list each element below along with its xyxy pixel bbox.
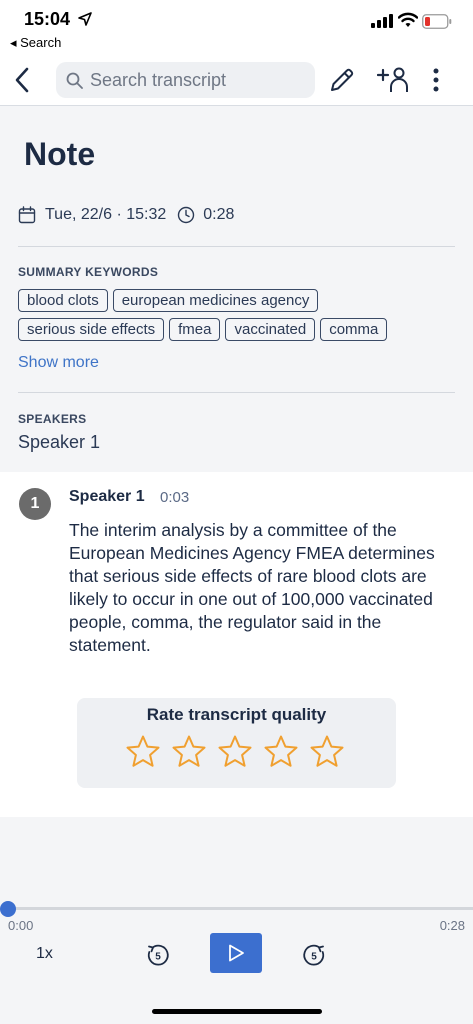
add-speaker-icon[interactable]: [377, 66, 409, 94]
keyword-chip[interactable]: serious side effects: [18, 318, 164, 341]
rewind-5-icon[interactable]: [146, 943, 170, 967]
show-more-link[interactable]: Show more: [18, 354, 99, 371]
play-button[interactable]: [210, 933, 262, 973]
keyword-chip[interactable]: vaccinated: [225, 318, 315, 341]
keyword-chips: [18, 289, 458, 341]
more-options-icon[interactable]: [430, 67, 442, 93]
keyword-chip[interactable]: comma: [320, 318, 387, 341]
note-date: Tue, 22/6 · 15:32: [45, 206, 167, 223]
star-icon[interactable]: [263, 734, 299, 770]
playback-progress-track[interactable]: [8, 907, 473, 910]
note-duration: 0:28: [203, 206, 235, 223]
battery-icon: [422, 14, 452, 29]
top-navigation-bar: [0, 54, 473, 106]
playback-scrubber[interactable]: [0, 901, 16, 917]
home-indicator: [152, 1009, 322, 1014]
status-time: 15:04: [24, 9, 71, 29]
back-chevron-icon[interactable]: [12, 66, 32, 94]
speaker-list-item[interactable]: Speaker 1: [18, 432, 101, 452]
segment-text[interactable]: The interim analysis by a committee of the European Medicines Agency FMEA determines that serious side effects of rare blood clots are likely to occur in one out of 100,000 vaccinated people, comma, the regulator said in the statement.: [69, 520, 435, 655]
keyword-chip[interactable]: blood clots: [18, 289, 108, 312]
edit-pencil-icon[interactable]: [328, 66, 356, 94]
divider: [18, 246, 455, 247]
play-icon: [226, 943, 246, 963]
segment-speaker-name[interactable]: Speaker 1: [69, 488, 145, 505]
forward-seconds-label: 5: [311, 951, 317, 963]
forward-5-icon[interactable]: [302, 943, 326, 967]
star-icon[interactable]: [217, 734, 253, 770]
rewind-seconds-label: 5: [155, 951, 161, 963]
status-bar: [0, 0, 473, 54]
location-arrow-icon: [78, 12, 92, 26]
clock-icon: [177, 206, 195, 224]
cellular-signal-icon: [371, 14, 395, 28]
wifi-icon: [398, 12, 418, 28]
divider: [18, 392, 455, 393]
rate-quality-title: Rate transcript quality: [146, 705, 327, 724]
search-bar[interactable]: [56, 62, 315, 98]
summary-keywords-label: SUMMARY KEYWORDS: [18, 265, 159, 279]
rating-stars: [125, 734, 345, 770]
page-title: Note: [24, 136, 96, 172]
elapsed-time: 0:00: [8, 918, 34, 933]
search-transcript-input[interactable]: [90, 62, 310, 98]
segment-timestamp[interactable]: 0:03: [160, 489, 190, 506]
star-icon[interactable]: [125, 734, 161, 770]
search-icon: [66, 72, 83, 89]
rate-quality-card: [77, 698, 396, 788]
star-icon[interactable]: [309, 734, 345, 770]
speakers-label: SPEAKERS: [18, 412, 87, 426]
keyword-chip[interactable]: fmea: [169, 318, 220, 341]
playback-speed-button[interactable]: 1x: [36, 945, 53, 962]
star-icon[interactable]: [171, 734, 207, 770]
transcript-panel: [0, 472, 473, 817]
calendar-icon: [18, 206, 36, 224]
back-to-app-link[interactable]: ◂ Search: [10, 35, 62, 50]
speaker-avatar: 1: [19, 488, 51, 520]
note-meta: [18, 204, 234, 226]
keyword-chip[interactable]: european medicines agency: [113, 289, 319, 312]
total-time: 0:28: [439, 918, 465, 933]
